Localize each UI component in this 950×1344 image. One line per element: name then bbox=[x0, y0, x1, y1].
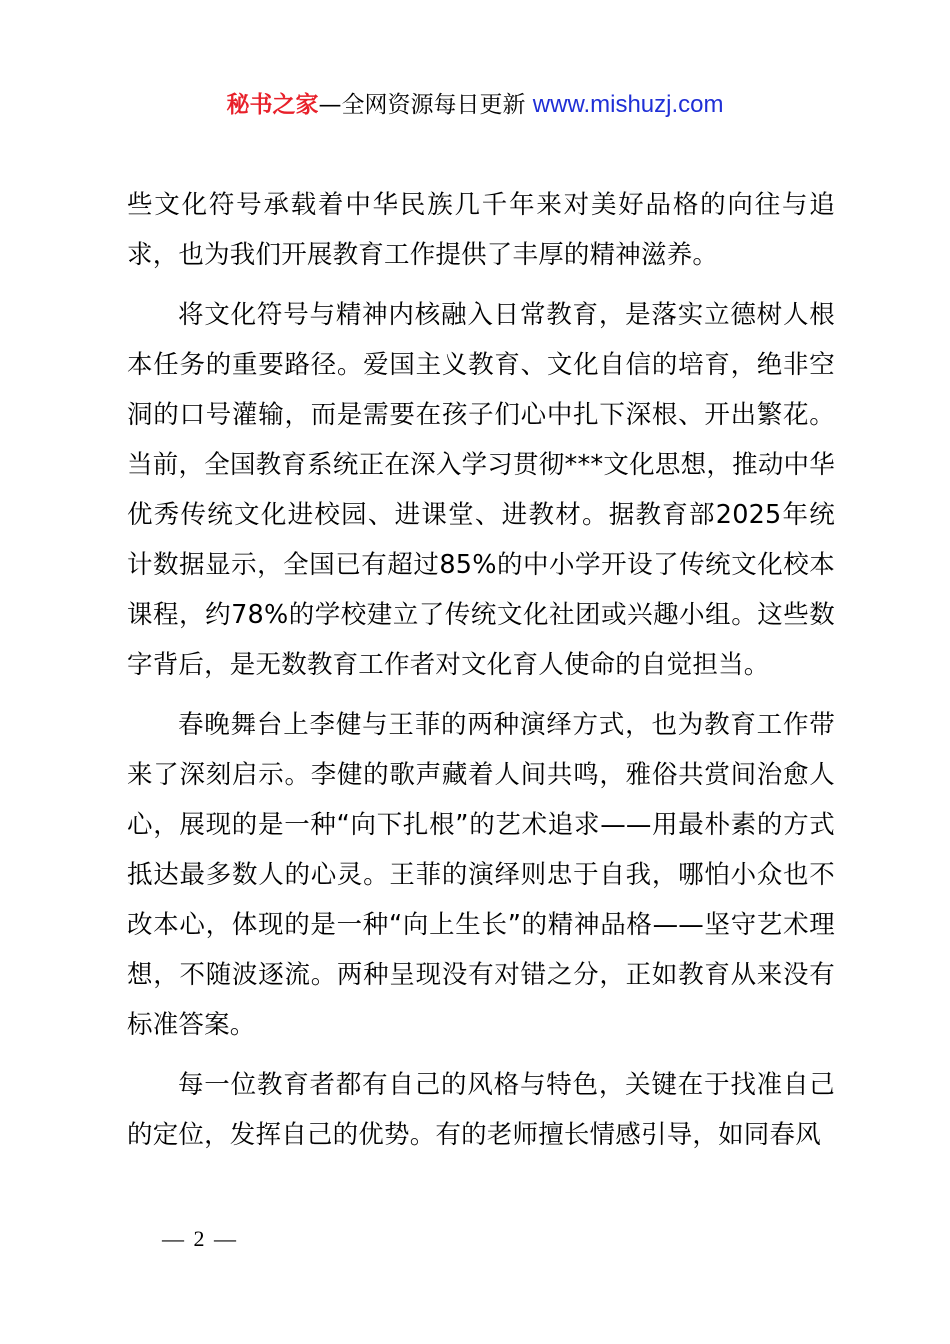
site-url-link[interactable]: www.mishuzj.com bbox=[532, 91, 724, 118]
site-tagline: —全网资源每日更新 bbox=[318, 92, 533, 118]
paragraph: 将文化符号与精神内核融入日常教育，是落实立德树人根本任务的重要路径。爱国主义教育、文化自信的培育，绝非空洞的口号灌输，而是需要在孩子们心中扎下深根、开出繁花。当前，全国教育系统正在深入学习贯彻***文化思想，推动中华优秀传统文化进校园、进课堂、进教材。据教育部2025年统计数据显示，全国已有超过85%的中小学开设了传统文化校本课程，约78%的学校建立了传统文化社团或兴趣小组。这些数字背后，是无数教育工作者对文化育人使命的自觉担当。 bbox=[127, 300, 835, 680]
paragraph-continued: 些文化符号承载着中华民族几千年来对美好品格的向往与追求，也为我们开展教育工作提供了丰厚的精神滋养。 bbox=[127, 190, 835, 270]
document-body bbox=[127, 180, 835, 1170]
site-brand: 秘书之家 bbox=[226, 92, 319, 118]
paragraph: 每一位教育者都有自己的风格与特色，关键在于找准自己的定位，发挥自己的优势。有的老师擅长情感引导，如同春风 bbox=[127, 1070, 835, 1150]
site-header bbox=[0, 88, 950, 122]
page-number: — 2 — bbox=[162, 1226, 238, 1251]
paragraph: 春晚舞台上李健与王菲的两种演绎方式，也为教育工作带来了深刻启示。李健的歌声藏着人间共鸣，雅俗共赏间治愈人心，展现的是一种“向下扎根”的艺术追求——用最朴素的方式抵达最多数人的心灵。王菲的演绎则忠于自我，哪怕小众也不改本心，体现的是一种“向上生长”的精神品格——坚守艺术理想，不随波逐流。两种呈现没有对错之分，正如教育从来没有标准答案。 bbox=[127, 710, 835, 1040]
